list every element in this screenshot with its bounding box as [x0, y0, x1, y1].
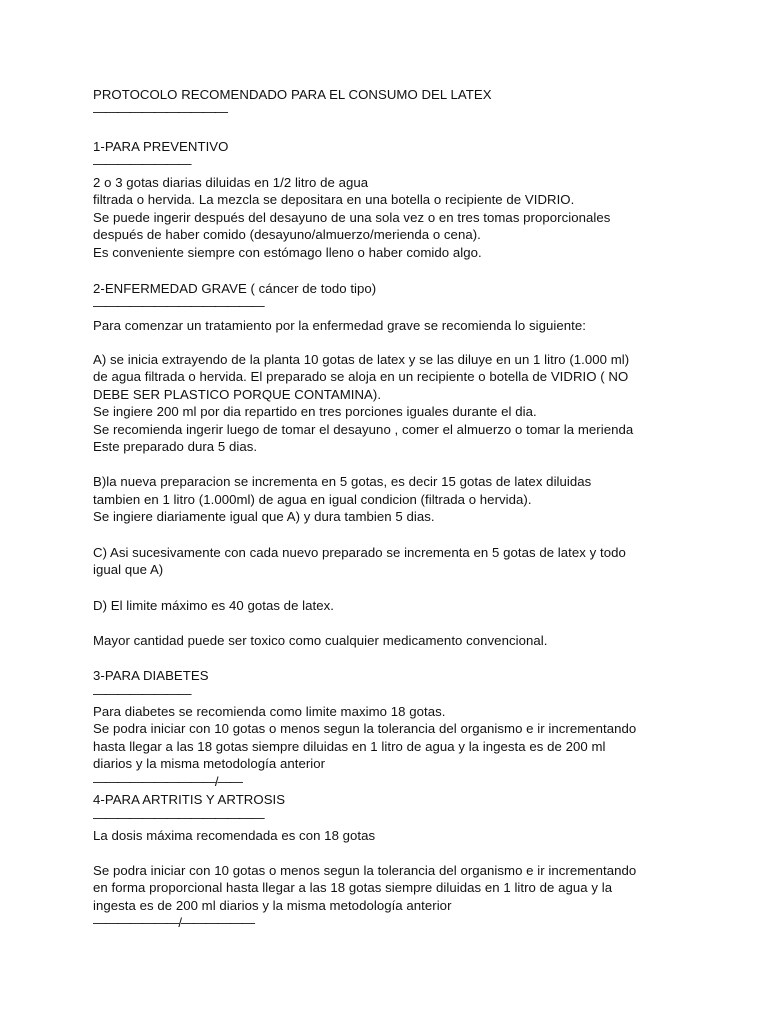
step-a-line: DEBE SER PLASTICO PORQUE CONTAMINA). — [93, 387, 382, 402]
section-4-heading: 4-PARA ARTRITIS Y ARTROSIS — [93, 792, 286, 807]
step-b-line: Se ingiere diariamente igual que A) y dura tambien 5 dias. — [93, 509, 435, 524]
section-1-line: Se puede ingerir después del desayuno de una sola vez o en tres tomas proporcionales — [93, 210, 611, 225]
section-4-line: Se podra iniciar con 10 gotas o menos segun la tolerancia del organismo e ir incrementando — [93, 863, 637, 878]
step-a-line: Este preparado dura 5 dias. — [93, 439, 258, 454]
section-1-underline: ———————— — [93, 156, 191, 171]
section-4-line: ingesta es de 200 ml diarios y la misma metodología anterior — [93, 898, 452, 913]
section-3-line: Se podra iniciar con 10 gotas o menos segun la tolerancia del organismo e ir incrementando — [93, 721, 637, 736]
section-1-heading: 1-PARA PREVENTIVO — [93, 139, 229, 154]
step-b-line: B)la nueva preparacion se incrementa en 5 gotas, es decir 15 gotas de latex diluidas — [93, 474, 592, 489]
step-a-line: de agua filtrada o hervida. El preparado se aloja en un recipiente o botella de VIDRIO ( NO — [93, 369, 629, 384]
section-3-line: Para diabetes se recomienda como limite maximo 18 gotas. — [93, 704, 446, 719]
section-1-line: 2 o 3 gotas diarias diluidas en 1/2 litro de agua — [93, 175, 369, 190]
title-underline: ——————————— — [93, 104, 228, 119]
section-3-line: diarios y la misma metodología anterior — [93, 756, 326, 771]
section-1-line: Es conveniente siempre con estómago lleno o haber comido algo. — [93, 245, 482, 260]
toxicity-warning: Mayor cantidad puede ser toxico como cualquier medicamento convencional. — [93, 633, 548, 648]
step-c-line: igual que A) — [93, 562, 164, 577]
section-3-separator: ——————————/—— — [93, 774, 242, 789]
section-2-underline: —————————————— — [93, 298, 264, 313]
section-2-intro: Para comenzar un tratamiento por la enfermedad grave se recomienda lo siguiente: — [93, 318, 586, 333]
section-3-heading: 3-PARA DIABETES — [93, 668, 209, 683]
step-d-line: D) El limite máximo es 40 gotas de latex. — [93, 598, 334, 613]
document-title: PROTOCOLO RECOMENDADO PARA EL CONSUMO DEL LATEX — [93, 87, 492, 102]
section-4-line: en forma proporcional hasta llegar a las 18 gotas siempre diluidas en 1 litro de agua y la — [93, 880, 613, 895]
step-b-line: tambien en 1 litro (1.000ml) de agua en igual condicion (filtrada o hervida). — [93, 492, 532, 507]
section-4-dose: La dosis máxima recomendada es con 18 gotas — [93, 828, 376, 843]
section-4-underline: —————————————— — [93, 810, 264, 825]
section-3-underline: ———————— — [93, 686, 191, 701]
section-1-line: después de haber comido (desayuno/almuerzo/merienda o cena). — [93, 227, 481, 242]
step-c-line: C) Asi sucesivamente con cada nuevo preparado se incrementa en 5 gotas de latex y todo — [93, 545, 626, 560]
step-a-line: Se recomienda ingerir luego de tomar el desayuno , comer el almuerzo o tomar la merienda — [93, 422, 634, 437]
section-3-line: hasta llegar a las 18 gotas siempre diluidas en 1 litro de agua y la ingesta es de 200 ml — [93, 739, 606, 754]
step-a-line: A) se inicia extrayendo de la planta 10 gotas de latex y se las diluye en un 1 litro (1.000 ml) — [93, 352, 630, 367]
step-a-line: Se ingiere 200 ml por dia repartido en tres porciones iguales durante el dia. — [93, 404, 537, 419]
section-4-separator: ———————/—————— — [93, 915, 255, 930]
section-2-heading: 2-ENFERMEDAD GRAVE ( cáncer de todo tipo) — [93, 281, 377, 296]
section-1-line: filtrada o hervida. La mezcla se depositara en una botella o recipiente de VIDRIO. — [93, 192, 575, 207]
